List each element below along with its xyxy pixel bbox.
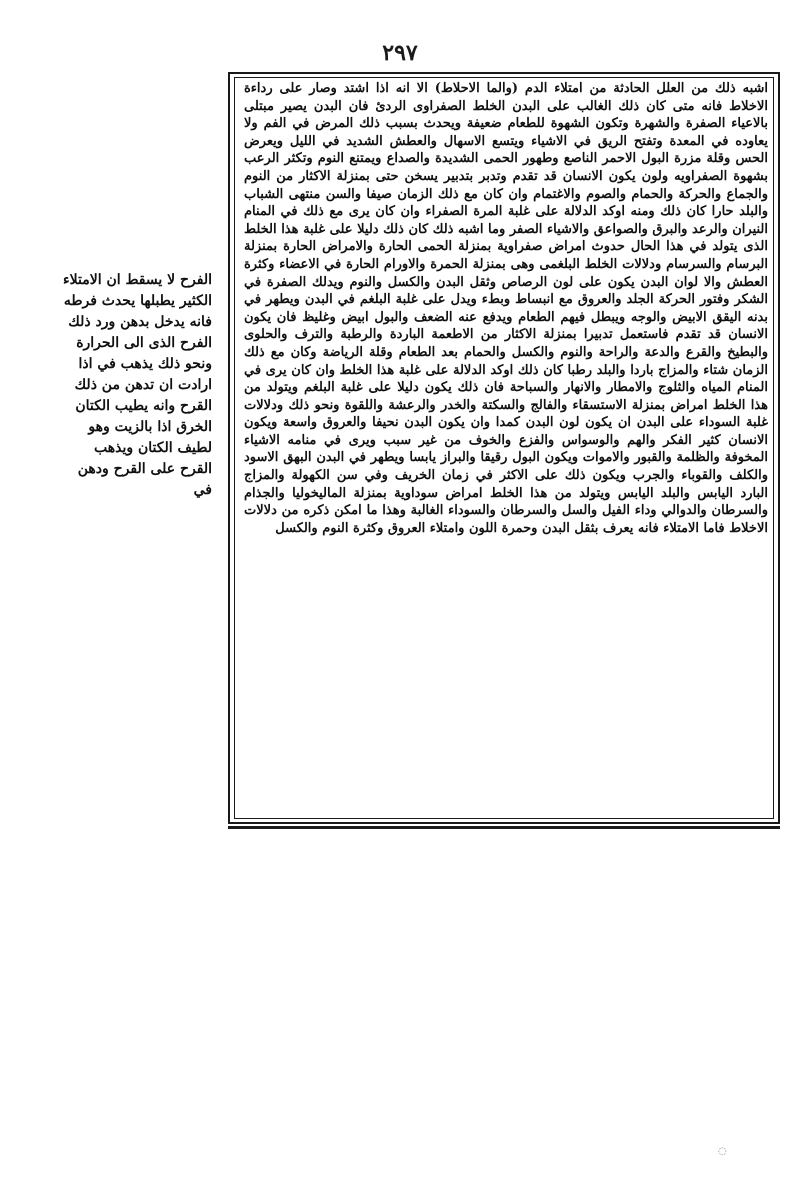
margin-note-text: الفرح لا يسقط ان الامتلاء الكثير يطبلها يحدث فرطه فانه يدخل بدهن ورد ذلك الفرح الذى الى الحرارة ونحو ذلك يذهب في اذا ارادت ان تدهن من ذلك القرح وانه يطيب الكتان الخرق اذا بالزيت وهو لطيف الكتان ويذهب القرح على القرح ودهن في — [63, 272, 212, 498]
library-stamp-mark: ◌ — [718, 1146, 727, 1157]
main-text-block — [244, 80, 768, 816]
margin-note — [62, 270, 212, 600]
page-number: ٢٩٧ — [382, 40, 418, 66]
main-text-body: اشبه ذلك من العلل الحادثة من امتلاء الدم (والما الاحلاط) الا انه اذا اشتد وصار على رداءة الاخلاط فانه متى كان ذلك الغالب على البدن الخلط الصفراوى الردئ فان البدن يصير مبتلى بالاعياء الصفرة والشهرة وتكون الشهوة للطعام ضعيفة ويحدث بسبب ذلك المرض في الفم ولا يعاوده في المعدة وتفتح الريق في الاشياء ويتسع الاسهال والعطش الشديد في الليل ويعرض الحس وقلة مزرة البول الاحمر الناصع وطهور الحمى الشديدة والصداع ويمتنع النوم وتكثر الرعب بشهوة الصفراويه ولون يكون الانسان قد تقدم وتدبر بتدبير يسخن حتى بمنزلة الاكثار من النوم والجماع والحركة والحمام والصوم والاغتمام وان كان مع ذلك الزمان صيفا والسن منتهى الشباب والبلد حارا كان ذلك ومنه اوكد الدلالة على غلبة المرة الصفراء وان كان يرى مع ذلك في المنام النيران والرعد والبرق والصواعق والاشياء الصفر وما اشبه ذلك كان ذلك دليلا على غلبة هذا الخلط الذى يتولد في هذا الحال حدوث امراض صفراوية بمنزلة الحمى الحارة والامراض الحارة بمنزلة البرسام والسرسام ودلالات الخلط البلغمى وهى بمنزلة الحمرة والاورام الحارة في الاعضاء وكثرة العطش والا لوان البدن يكون على لون الرصاص وثقل البدن والكسل والنوم ويدلك الصفرة في الشكر وفتور الحركة الجلد والعروق مع انبساط وبطء ويدل على غلبة البلغم في البدن ويطهر في بدنه اليقق الابيض والوجه ويبطل فيهم الطعام ويدفع عنه الضعف والبول ابيض وغليظ فان يكون الانسان قد تقدم فاستعمل تدبيرا بمنزلة الاكثار من الاطعمة الباردة والرطبة والترف والحلوى والبطيخ والقرع والدعة والراحة والنوم والكسل والحمام بعد الطعام وقلة الرياضة وكان مع ذلك الزمان شتاء والمزاج باردا والبلد رطبا كان ذلك اوكد الدلالة على غلبة هذا الخلط وان كان يرى في المنام المياه والثلوج والامطار والانهار والسباحة فان ذلك يكون دليلا على غلبة البلغم ويتولد من هذا الخلط امراض بمنزلة الاستسقاء والفالج والسكتة والخدر والرعشة واللقوة ونحو ذلك ودلالات غلبة السوداء على البدن ان يكون لون البدن كمدا وان يكون البدن نحيفا والعروق واسعة ويكون الانسان كثير الفكر والهم والوسواس والفزع والخوف من غير سبب ويرى في منامه الاشياء المخوفة والظلمة والقبور والاموات ويكون البول رقيقا والبراز يابسا ويطهر في البدن البهق الاسود والكلف والقوباء والجرب ويكون ذلك على الاكثر في زمان الخريف وفي سن الكهولة والمزاج البارد اليابس والبلد اليابس ويتولد من هذا الخلط امراض سوداوية بمنزلة الماليخوليا والجذام والسرطان والدوالي وداء الفيل والسل والسرطان والسوداء الغالبة وهذا ما امكن ذكره من دلالات الاخلاط فاما الامتلاء فانه يعرف بثقل البدن وحمرة اللون وامتلاء العروق وكثرة النوم والكسل — [244, 81, 768, 536]
bottom-rule — [228, 826, 780, 829]
